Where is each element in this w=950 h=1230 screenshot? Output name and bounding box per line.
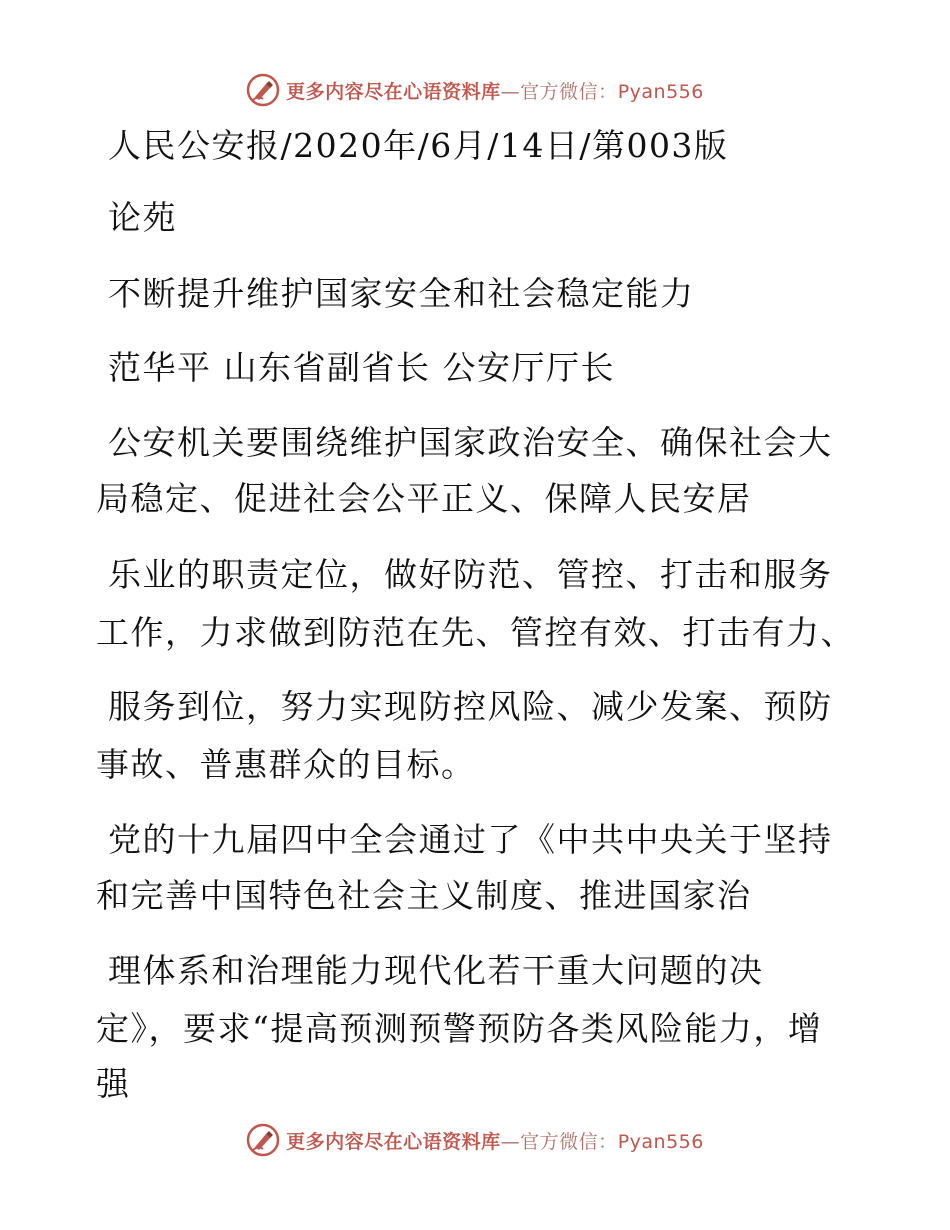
- article-title: 不断提升维护国家安全和社会稳定能力: [108, 274, 695, 313]
- paragraph-line: 工作，力求做到防范在先、管控有效、打击有力、: [96, 613, 855, 652]
- paragraph-line: 定》，要求“提高预测预警预防各类风险能力，增: [96, 1009, 823, 1048]
- paragraph-line: 理体系和治理能力现代化若干重大问题的决: [108, 951, 764, 990]
- pen-logo-icon: [246, 73, 280, 107]
- paragraph-line: 公安机关要围绕维护国家政治安全、确保社会大: [108, 423, 833, 462]
- watermark-text: 更多内容尽在心语资料库—官方微信：Pyan556: [286, 80, 704, 103]
- watermark-footer: [0, 1120, 950, 1160]
- paragraph-line: 乐业的职责定位，做好防范、管控、打击和服务: [108, 555, 833, 594]
- watermark-header: [0, 70, 950, 110]
- paragraph-line: 事故、普惠群众的目标。: [96, 745, 476, 784]
- paragraph-line: 服务到位，努力实现防控风险、减少发案、预防: [108, 687, 833, 726]
- paragraph-line: 局稳定、促进社会公平正义、保障人民安居: [96, 479, 752, 518]
- paragraph-line: 和完善中国特色社会主义制度、推进国家治: [96, 876, 752, 915]
- paragraph-line: 强: [96, 1064, 131, 1103]
- author-line: 范华平 山东省副省长 公安厅厅长: [108, 348, 615, 387]
- source-line: 人民公安报/2020年/6月/14日/第003版: [108, 126, 729, 165]
- column-name: 论苑: [108, 198, 177, 237]
- pen-logo-icon: [246, 1123, 280, 1157]
- watermark-text: 更多内容尽在心语资料库—官方微信：Pyan556: [286, 1130, 704, 1153]
- paragraph-line: 党的十九届四中全会通过了《中共中央关于坚持: [108, 820, 833, 859]
